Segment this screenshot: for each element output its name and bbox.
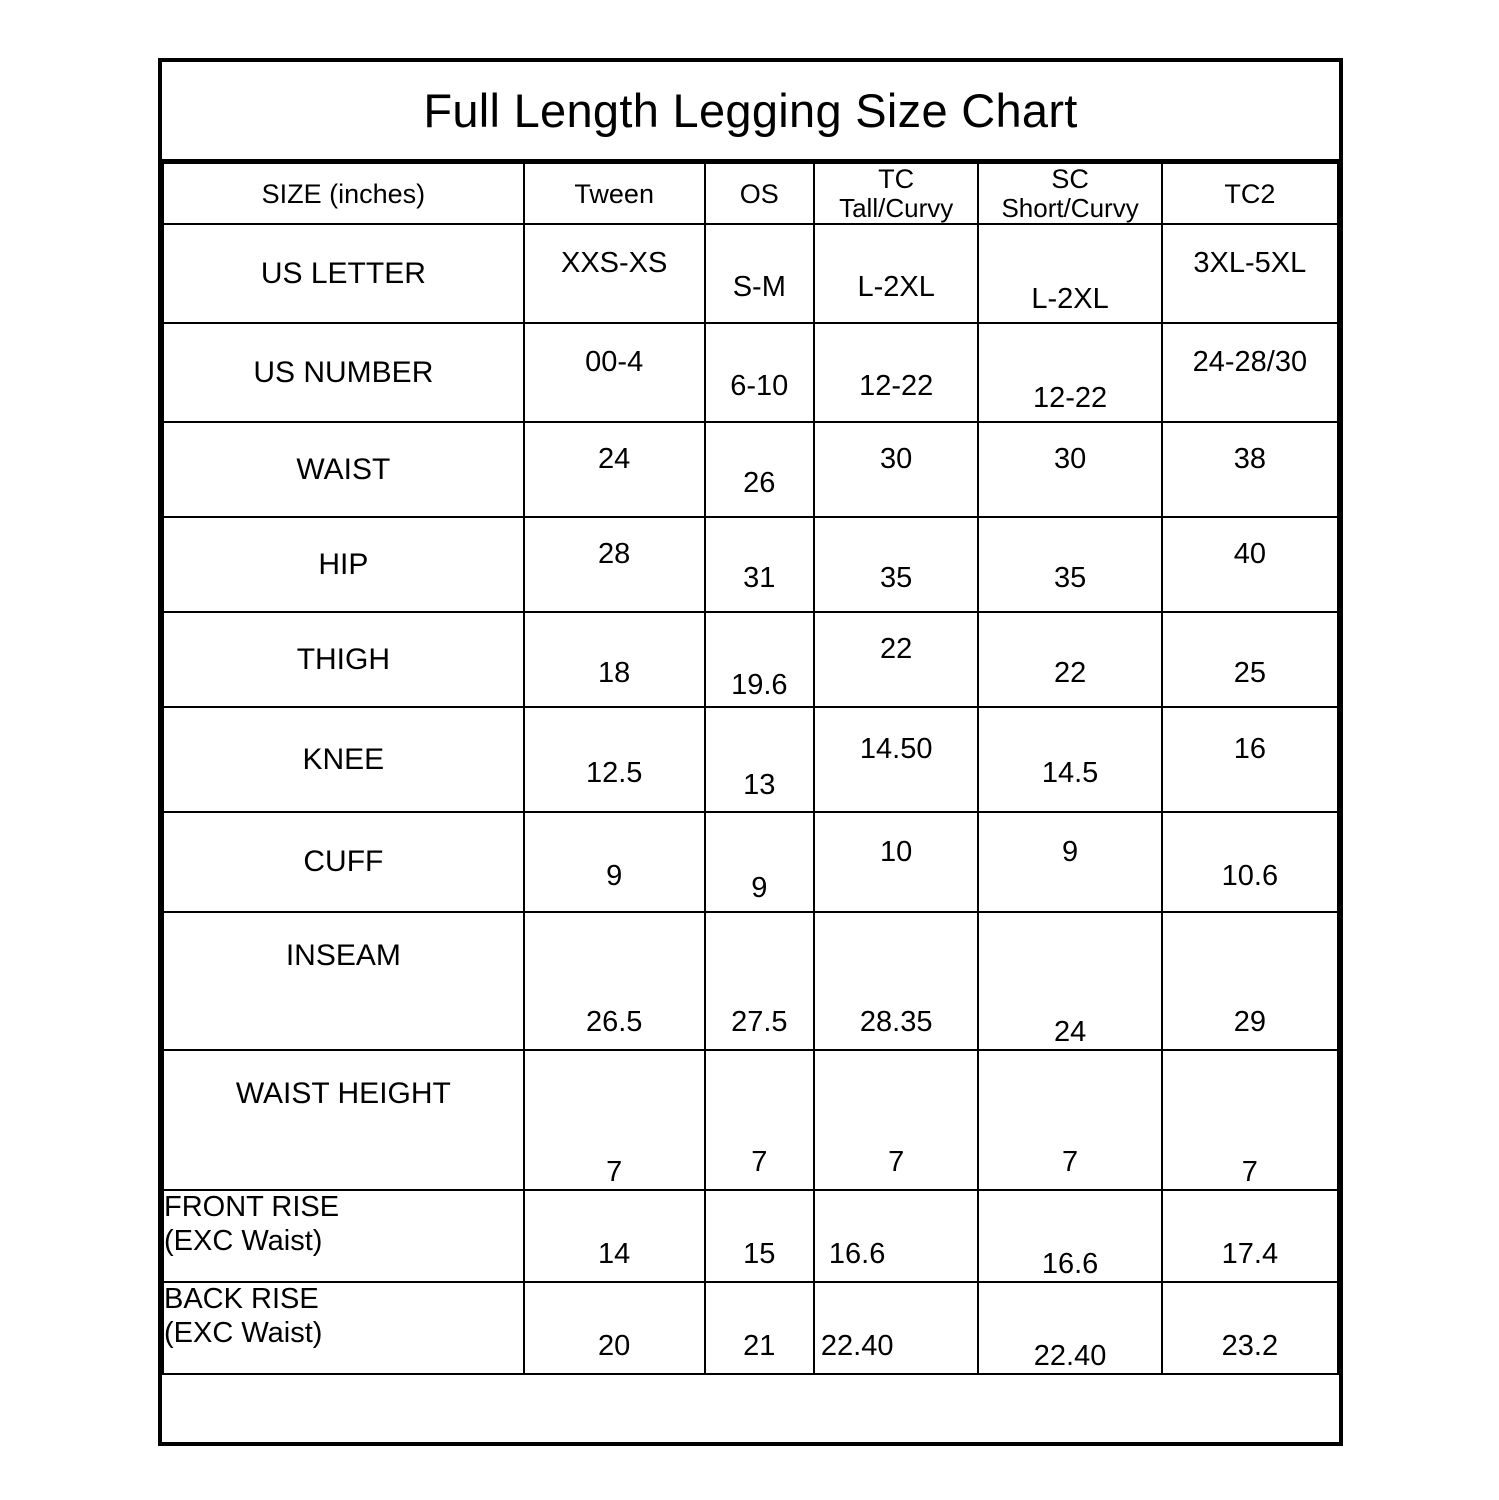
cell-knee-tc2: 16 xyxy=(1162,707,1338,812)
cell-knee-os: 13 xyxy=(705,707,814,812)
cell-front-rise-sc: 16.6 xyxy=(978,1190,1161,1282)
table-row xyxy=(163,422,1338,517)
row-label-waist: WAIST xyxy=(163,422,524,517)
table-row xyxy=(163,1190,1338,1282)
cell-waist-sc: 30 xyxy=(978,422,1161,517)
cell-knee-sc: 14.5 xyxy=(978,707,1161,812)
row-label-inseam: INSEAM xyxy=(163,912,524,1050)
cell-waist-os: 26 xyxy=(705,422,814,517)
column-header-tc2 xyxy=(1162,163,1338,224)
column-header-tc2-label: TC2 xyxy=(1224,178,1276,209)
row-label-hip: HIP xyxy=(163,517,524,612)
cell-hip-os: 31 xyxy=(705,517,814,612)
cell-cuff-tc2: 10.6 xyxy=(1162,812,1338,912)
table-row xyxy=(163,812,1338,912)
column-header-tc-sublabel: Tall/Curvy xyxy=(839,193,954,224)
row-label-us-letter: US LETTER xyxy=(163,224,524,323)
column-header-sc xyxy=(978,163,1161,224)
row-label-back-rise-line2: (EXC Waist) xyxy=(164,1316,323,1349)
row-label-back-rise-line1: BACK RISE xyxy=(164,1283,319,1316)
cell-inseam-tween: 26.5 xyxy=(524,912,705,1050)
table-row xyxy=(163,1282,1338,1374)
table-header-row xyxy=(163,163,1338,224)
table-row xyxy=(163,707,1338,812)
row-label-waist-height: WAIST HEIGHT xyxy=(163,1050,524,1190)
cell-inseam-tc: 28.35 xyxy=(814,912,979,1050)
cell-back-rise-sc: 22.40 xyxy=(978,1282,1161,1374)
cell-thigh-os: 19.6 xyxy=(705,612,814,707)
cell-waist-tc: 30 xyxy=(814,422,979,517)
cell-hip-tc: 35 xyxy=(814,517,979,612)
column-header-sc-label: SC xyxy=(1051,164,1089,194)
cell-thigh-tc2: 25 xyxy=(1162,612,1338,707)
cell-cuff-sc: 9 xyxy=(978,812,1161,912)
cell-us-letter-sc: L-2XL xyxy=(978,224,1161,323)
table-row xyxy=(163,912,1338,1050)
row-label-front-rise-line1: FRONT RISE xyxy=(164,1191,340,1224)
row-label-back-rise xyxy=(163,1282,524,1374)
row-label-us-number: US NUMBER xyxy=(163,323,524,422)
cell-inseam-os: 27.5 xyxy=(705,912,814,1050)
cell-back-rise-tc2: 23.2 xyxy=(1162,1282,1338,1374)
column-header-sc-sublabel: Short/Curvy xyxy=(1001,193,1139,224)
cell-waist-height-sc: 7 xyxy=(978,1050,1161,1190)
cell-front-rise-tc2: 17.4 xyxy=(1162,1190,1338,1282)
column-header-tween-label: Tween xyxy=(574,178,654,209)
cell-us-number-tween: 00-4 xyxy=(524,323,705,422)
cell-us-letter-os: S-M xyxy=(705,224,814,323)
cell-hip-tween: 28 xyxy=(524,517,705,612)
cell-waist-tc2: 38 xyxy=(1162,422,1338,517)
cell-back-rise-os: 21 xyxy=(705,1282,814,1374)
cell-front-rise-os: 15 xyxy=(705,1190,814,1282)
table-row xyxy=(163,1050,1338,1190)
cell-us-letter-tc: L-2XL xyxy=(814,224,979,323)
cell-thigh-sc: 22 xyxy=(978,612,1161,707)
cell-waist-height-tween: 7 xyxy=(524,1050,705,1190)
cell-back-rise-tc: 22.40 xyxy=(814,1282,979,1374)
cell-waist-height-tc2: 7 xyxy=(1162,1050,1338,1190)
cell-thigh-tween: 18 xyxy=(524,612,705,707)
row-label-knee: KNEE xyxy=(163,707,524,812)
row-label-cuff: CUFF xyxy=(163,812,524,912)
row-label-front-rise xyxy=(163,1190,524,1282)
cell-us-number-tc: 12-22 xyxy=(814,323,979,422)
size-chart-frame xyxy=(158,58,1343,1446)
cell-us-letter-tc2: 3XL-5XL xyxy=(1162,224,1338,323)
cell-inseam-sc: 24 xyxy=(978,912,1161,1050)
column-header-size-label: SIZE (inches) xyxy=(261,178,426,209)
cell-front-rise-tween: 14 xyxy=(524,1190,705,1282)
column-header-size xyxy=(163,163,524,224)
cell-knee-tc: 14.50 xyxy=(814,707,979,812)
table-row xyxy=(163,517,1338,612)
column-header-os-label: OS xyxy=(739,178,779,209)
cell-waist-height-tc: 7 xyxy=(814,1050,979,1190)
table-row xyxy=(163,323,1338,422)
cell-cuff-os: 9 xyxy=(705,812,814,912)
row-label-front-rise-line2: (EXC Waist) xyxy=(164,1224,323,1257)
cell-front-rise-tc: 16.6 xyxy=(814,1190,979,1282)
page-title: Full Length Legging Size Chart xyxy=(162,62,1339,162)
column-header-tc-label: TC xyxy=(878,164,915,194)
column-header-os xyxy=(705,163,814,224)
cell-hip-sc: 35 xyxy=(978,517,1161,612)
cell-hip-tc2: 40 xyxy=(1162,517,1338,612)
cell-inseam-tc2: 29 xyxy=(1162,912,1338,1050)
row-label-thigh: THIGH xyxy=(163,612,524,707)
column-header-tc xyxy=(814,163,979,224)
cell-cuff-tc: 10 xyxy=(814,812,979,912)
cell-us-number-os: 6-10 xyxy=(705,323,814,422)
cell-thigh-tc: 22 xyxy=(814,612,979,707)
cell-cuff-tween: 9 xyxy=(524,812,705,912)
cell-knee-tween: 12.5 xyxy=(524,707,705,812)
cell-waist-tween: 24 xyxy=(524,422,705,517)
cell-us-number-sc: 12-22 xyxy=(978,323,1161,422)
cell-us-letter-tween: XXS-XS xyxy=(524,224,705,323)
table-row xyxy=(163,224,1338,323)
column-header-tween xyxy=(524,163,705,224)
table-row xyxy=(163,612,1338,707)
size-chart-table xyxy=(162,162,1339,1375)
cell-back-rise-tween: 20 xyxy=(524,1282,705,1374)
cell-us-number-tc2: 24-28/30 xyxy=(1162,323,1338,422)
cell-waist-height-os: 7 xyxy=(705,1050,814,1190)
